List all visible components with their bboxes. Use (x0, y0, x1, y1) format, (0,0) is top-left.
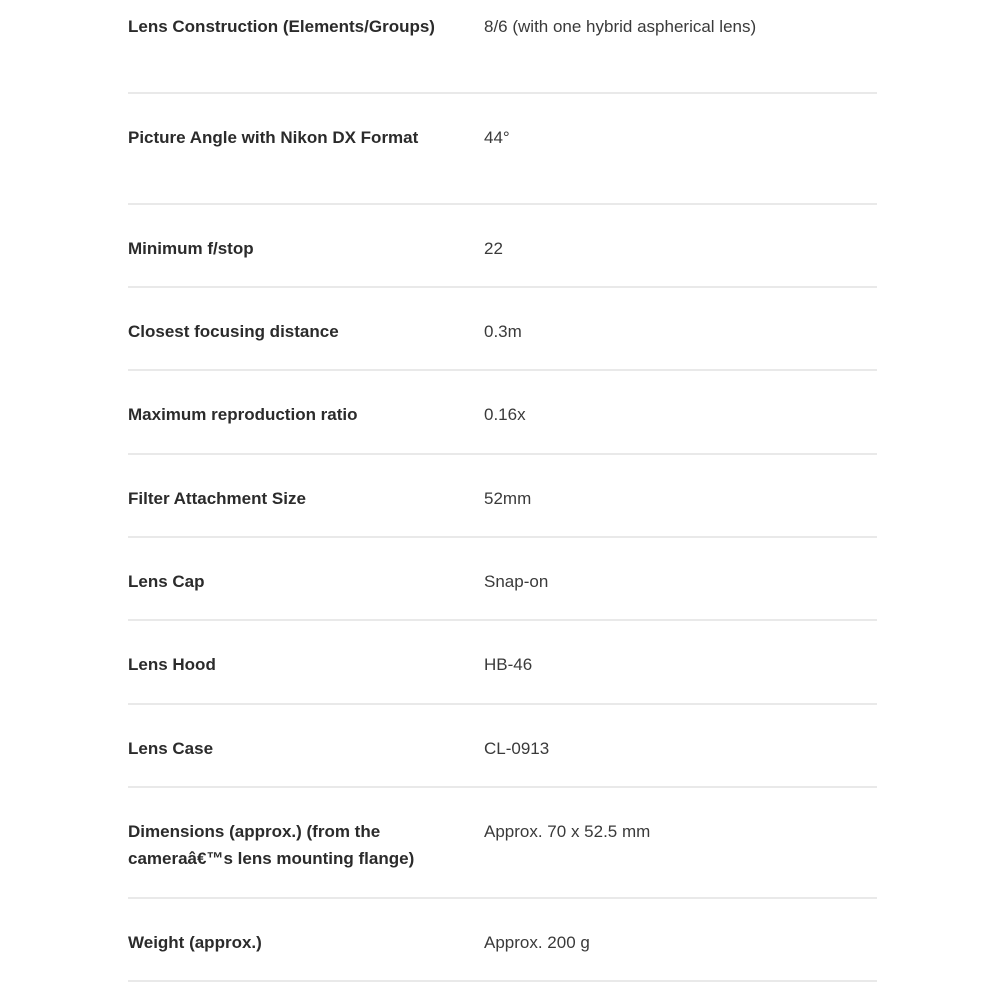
spec-label: Lens Construction (Elements/Groups) (128, 17, 435, 36)
spec-label: Lens Hood (128, 655, 216, 674)
spec-row-filter-size (128, 455, 877, 538)
spec-row-lens-hood (128, 621, 877, 705)
spec-row-minimum-fstop (128, 205, 877, 288)
spec-row-closest-focusing (128, 288, 877, 371)
spec-value: HB-46 (484, 655, 533, 674)
spec-value: 44° (484, 128, 510, 147)
spec-row-lens-cap (128, 538, 877, 621)
spec-value: 52mm (484, 489, 532, 508)
spec-value: Approx. 70 x 52.5 mm (484, 822, 651, 841)
spec-label: Weight (approx.) (128, 933, 262, 952)
spec-label: Minimum f/stop (128, 239, 254, 258)
spec-row-dimensions (128, 788, 877, 899)
spec-table (128, 0, 877, 982)
spec-label: Filter Attachment Size (128, 489, 306, 508)
spec-row-lens-construction (128, 0, 877, 94)
spec-label: Maximum reproduction ratio (128, 405, 358, 424)
spec-value: 0.16x (484, 405, 526, 424)
spec-value: 8/6 (with one hybrid aspherical lens) (484, 17, 757, 36)
spec-value: 0.3m (484, 322, 522, 341)
spec-value: 22 (484, 239, 503, 258)
spec-value: Approx. 200 g (484, 933, 590, 952)
spec-value: Snap-on (484, 572, 549, 591)
spec-value: CL-0913 (484, 739, 550, 758)
spec-label: Lens Cap (128, 572, 205, 591)
spec-row-picture-angle (128, 94, 877, 205)
spec-row-reproduction-ratio (128, 371, 877, 455)
spec-label: Lens Case (128, 739, 214, 758)
spec-label: Picture Angle with Nikon DX Format (128, 128, 419, 147)
spec-row-weight (128, 899, 877, 982)
spec-row-lens-case (128, 705, 877, 788)
spec-label: Closest focusing distance (128, 322, 339, 341)
spec-label: Dimensions (approx.) (from the cameraâ€™s lens mounting flange) (128, 822, 415, 868)
